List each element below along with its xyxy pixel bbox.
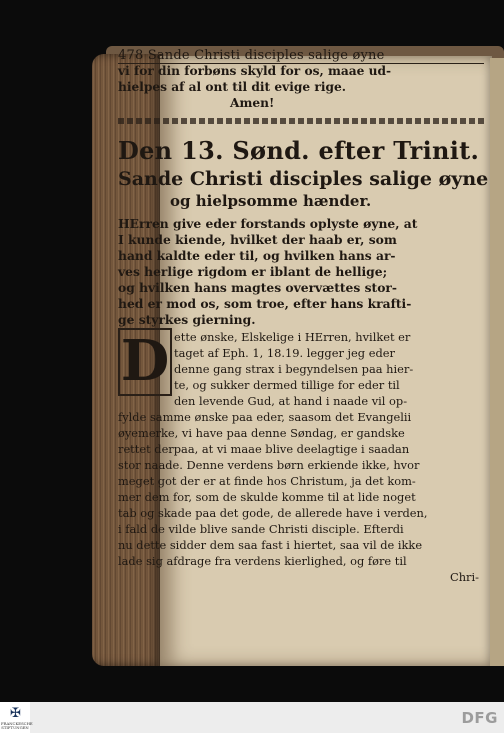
catchword: Chri- xyxy=(450,570,479,584)
amen: Amen! xyxy=(230,96,275,110)
prayer-line: ves herlige rigdom er iblant de hellige; xyxy=(118,264,388,279)
cross-icon: ✠ xyxy=(10,706,21,721)
running-header: 478 Sande Christi disciples salige øyne xyxy=(118,48,385,63)
body-line: te, og sukker dermed tillige for eder til xyxy=(174,378,400,392)
body-line: mer dem for, som de skulde komme til at lide noget xyxy=(118,490,416,504)
prayer-line: HErren give eder forstands oplyste øyne, at xyxy=(118,216,418,231)
institution-logo[interactable] xyxy=(0,702,33,733)
body-line: taget af Eph. 1, 18.19. legger jeg eder xyxy=(174,346,395,360)
body-line: rettet derpaa, at vi maae blive deelagtige i saadan xyxy=(118,442,410,456)
prayer-line: I kunde kiende, hvilket der haab er, som xyxy=(118,232,397,247)
body-line: fylde samme ønske paa eder, saasom det Evangelii xyxy=(118,410,412,424)
body-line: den levende Gud, at hand i naade vil op- xyxy=(174,394,408,408)
prayer-line: ge styrkes gierning. xyxy=(118,312,256,327)
section-title: Den 13. Sønd. efter Trinit. xyxy=(118,136,480,165)
facing-page-edge xyxy=(490,58,504,666)
prayer-line: og hvilken hans magtes overvættes stor- xyxy=(118,280,397,295)
viewer-footer xyxy=(0,702,504,733)
dfg-logo[interactable]: DFG xyxy=(461,709,498,727)
prayer-line: hed er mod os, som troe, efter hans krafti- xyxy=(118,296,412,311)
prayer-line: hand kaldte eder til, og hvilken hans ar- xyxy=(118,248,396,263)
body-line: tab og skade paa det gode, de allerede have i verden, xyxy=(118,506,428,520)
body-top-line: vi for din forbøns skyld for os, maae ud- xyxy=(118,64,392,78)
drop-cap: D xyxy=(118,328,172,396)
ornament-rule xyxy=(118,118,484,124)
body-line: i fald de vilde blive sande Christi disciple. Efterdi xyxy=(118,522,404,536)
body-line: øyemerke, vi have paa denne Søndag, er gandske xyxy=(118,426,405,440)
institution-logo-text: FRANCKESCHE STIFTUNGEN xyxy=(1,721,33,730)
body-top-line: hielpes af al ont til dit evige rige. xyxy=(118,80,346,94)
body-line: denne gang strax i begyndelsen paa hier- xyxy=(174,362,414,376)
body-line: ette ønske, Elskelige i HErren, hvilket er xyxy=(174,330,411,344)
body-line: lade sig afdrage fra verdens kierlighed, og føre til xyxy=(118,554,407,568)
body-line: nu dette sidder dem saa fast i hiertet, saa vil de ikke xyxy=(118,538,423,552)
section-subtitle-2: og hielpsomme hænder. xyxy=(170,192,372,210)
body-line: stor naade. Denne verdens børn erkiende ikke, hvor xyxy=(118,458,420,472)
section-subtitle: Sande Christi disciples salige øyne xyxy=(118,168,489,190)
body-line: meget got der er at finde hos Christum, ja det kom- xyxy=(118,474,416,488)
